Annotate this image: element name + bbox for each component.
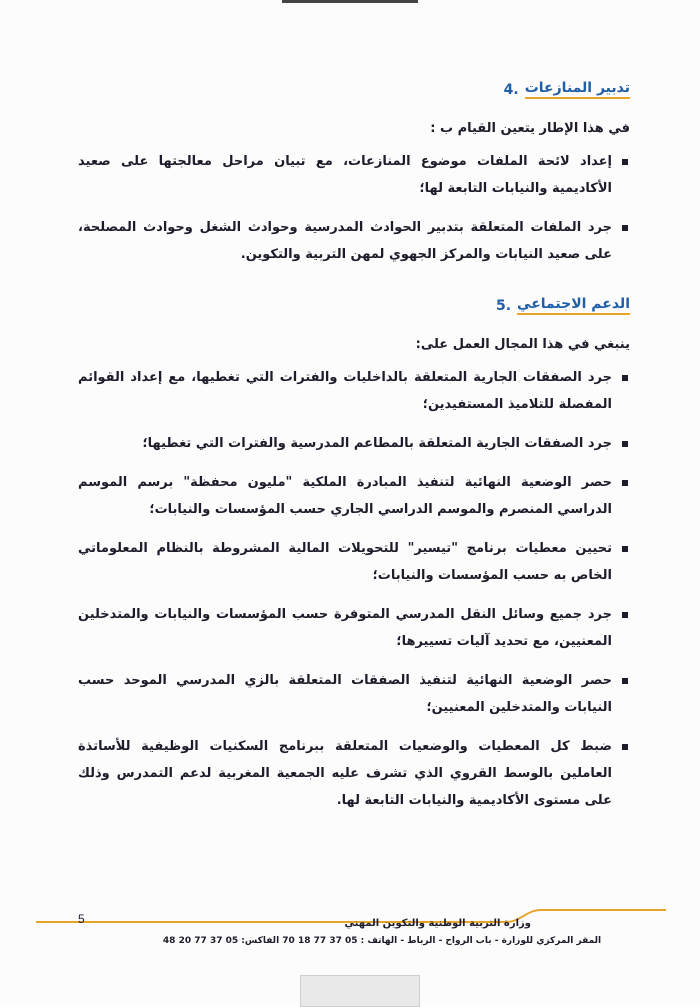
top-edge-line [282, 0, 418, 3]
ministry-name: وزارة التربية الوطنية والتكوين المهني [344, 918, 531, 929]
section-5-title: الدعم الاجتماعي [517, 296, 630, 315]
list-item: ضبط كل المعطيات والوضعيات المتعلقة ببرنامج السكنيات الوظيفية للأساتذة العاملين بالوسط القروي الذي تشرف عليه الجمعية المغربية لدعم التمدرس وذلك على مستوى الأكاديمية والنيابات التابعة لها. [78, 733, 630, 814]
section-4-intro: في هذا الإطار يتعين القيام ب : [430, 121, 630, 136]
list-item: جرد الملفات المتعلقة بتدبير الحوادث المدرسية وحوادث الشغل وحوادث المصلحة، على صعيد النيابات والمركز الجهوي لمهن التربية والتكوين. [78, 214, 630, 268]
document-body [78, 80, 630, 826]
list-item: حصر الوضعية النهائية لتنفيذ المبادرة الملكية "مليون محفظة" برسم الموسم الدراسي المنصرم والموسم الدراسي الجاري حسب المؤسسات والنيابات؛ [78, 469, 630, 523]
page-number: 5 [78, 912, 85, 926]
list-item: جرد الصفقات الجارية المتعلقة بالداخليات والفترات التي تغطيها، مع إعداد القوائم المفصلة للتلاميذ المستفيدين؛ [78, 364, 630, 418]
ministry-address: المقر المركزي للوزارة - باب الرواح - الرباط - الهاتف : 05 37 77 18 70 الفاكس: 05 37 77 20 48 [162, 936, 602, 946]
list-item: تحيين معطيات برنامج "تيسير" للتحويلات المالية المشروطة بالنظام المعلوماتي الخاص به حسب المؤسسات والنيابات؛ [78, 535, 630, 589]
section-4-heading [78, 80, 630, 99]
section-5-heading [78, 296, 630, 315]
list-item: حصر الوضعية النهائية لتنفيذ الصفقات المتعلقة بالزي المدرسي الموحد حسب النيابات والمتدخلين المعنيين؛ [78, 667, 630, 721]
section-5-list [78, 364, 630, 814]
list-item: إعداد لائحة الملفات موضوع المنازعات، مع تبيان مراحل معالجتها على صعيد الأكاديمية والنيابات التابعة لها؛ [78, 148, 630, 202]
section-4-title: تدبير المنازعات [525, 80, 630, 99]
list-item: جرد الصفقات الجارية المتعلقة بالمطاعم المدرسية والفترات التي تغطيها؛ [78, 430, 630, 457]
section-4-number: .4 [503, 81, 519, 98]
section-5-intro: ينبغي في هذا المجال العمل على: [415, 337, 630, 352]
section-5-number: .5 [495, 297, 512, 314]
section-4-list [78, 148, 630, 268]
scan-artifact [300, 975, 420, 1007]
list-item: جرد جميع وسائل النقل المدرسي المتوفرة حسب المؤسسات والنيابات والمتدخلين المعنيين، مع تحديد آليات تسييرها؛ [78, 601, 630, 655]
